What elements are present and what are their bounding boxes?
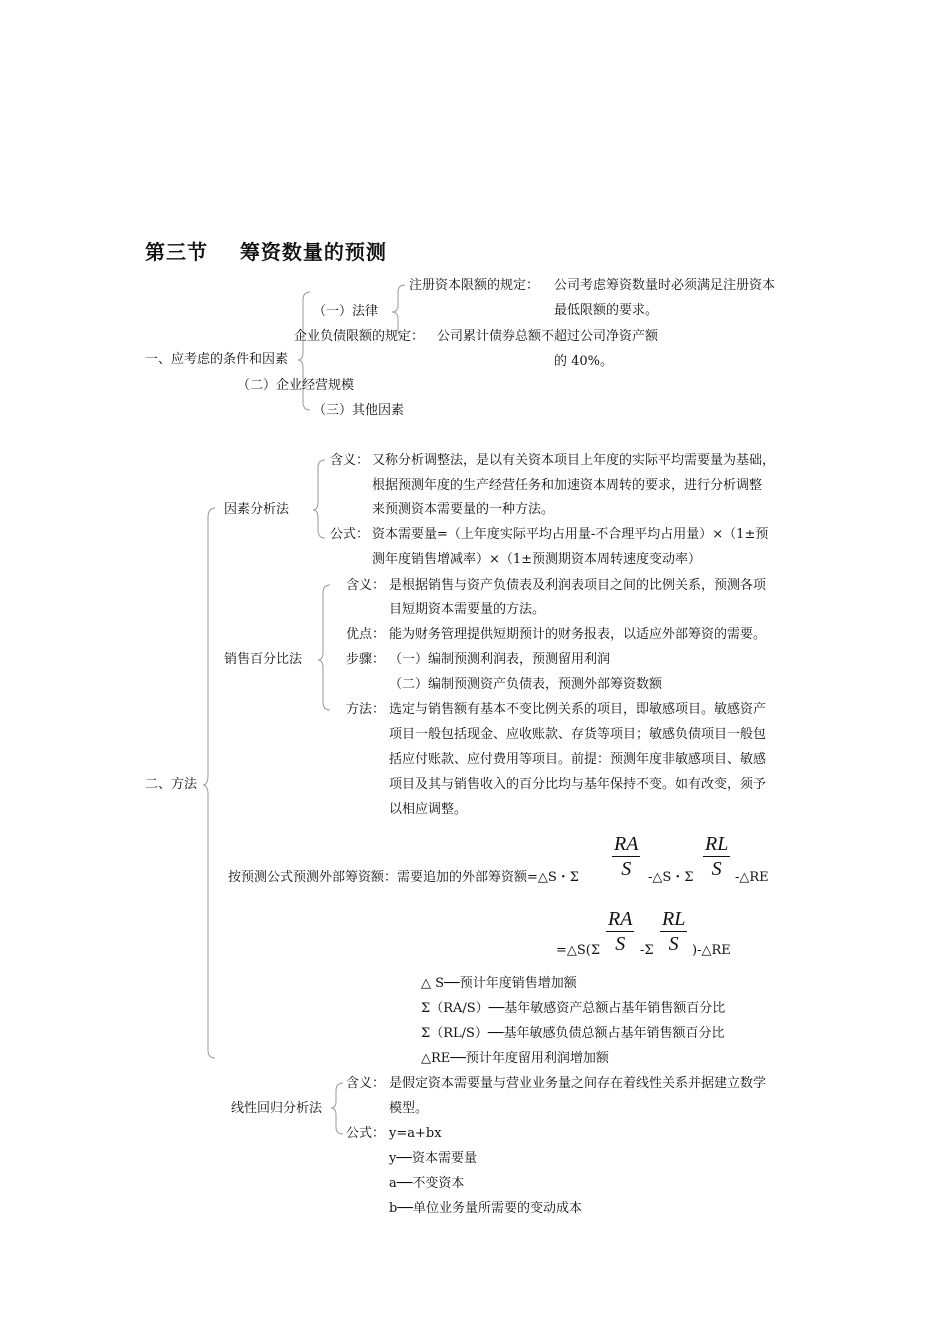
reg-capital-label: 注册资本限额的规定：: [409, 278, 540, 293]
other-heading: （三）其他因素: [313, 403, 405, 418]
sales-method-4: 项目及其与销售收入的百分比均与基年保持不变。如有改变，须予: [389, 777, 767, 792]
formula-line2-mid: -Σ: [640, 943, 654, 958]
regression-meaning-2: 模型。: [389, 1101, 429, 1116]
fraction-denominator: S: [621, 858, 632, 880]
scale-heading: （二）企业经营规模: [237, 378, 355, 393]
sales-method-5: 以相应调整。: [389, 802, 468, 817]
debt-limit-label: 企业负债限额的规定：: [294, 329, 425, 344]
formula-intro: 按预测公式预测外部筹资额：需要追加的外部筹资额=△S・Σ: [228, 870, 579, 885]
formula-def-2: Σ（RA/S）──基年敏感资产总额占基年销售额百分比: [421, 1001, 726, 1016]
section-2-label: 二、方法: [145, 777, 198, 792]
formula-mid-1: -△S・Σ: [648, 870, 694, 885]
sales-steps-label: 步骤：: [346, 652, 386, 667]
regression-a-def: a──不变资本: [389, 1176, 465, 1191]
formula-line2-end: )-△RE: [692, 943, 731, 958]
formula-def-4: △RE──预计年度留用利润增加额: [421, 1051, 609, 1066]
regression-meaning-label: 含义：: [346, 1076, 386, 1091]
sales-step-1: （一）编制预测利润表，预测留用利润: [389, 652, 611, 667]
debt-limit-text-1: 公司累计债券总额不超过公司净资产额: [437, 329, 659, 344]
regression-formula-label: 公式：: [346, 1126, 386, 1141]
formula-def-3: Σ（RL/S）──基年敏感负债总额占基年销售额百分比: [421, 1026, 725, 1041]
sales-method-1: 选定与销售额有基本不变比例关系的项目，即敏感项目。敏感资产: [389, 702, 767, 717]
fraction-numerator: RA: [608, 908, 633, 930]
regression-meaning-1: 是假定资本需要量与营业业务量之间存在着线性关系并据建立数学: [389, 1076, 767, 1091]
section-1-label: 一、应考虑的条件和因素: [145, 352, 289, 367]
factor-meaning-3: 来预测资本需要量的一种方法。: [372, 502, 555, 517]
regression-formula: y=a+bx: [389, 1126, 442, 1141]
reg-capital-text-1: 公司考虑筹资数量时必须满足注册资本: [554, 278, 776, 293]
sales-method-name: 销售百分比法: [224, 652, 303, 667]
factor-method-name: 因素分析法: [224, 502, 290, 517]
fraction-rl-over-s-2: [660, 907, 687, 956]
factor-formula-1: 资本需要量=（上年度实际平均占用量-不合理平均占用量）×（1±预: [372, 527, 769, 542]
factor-meaning-1: 又称分析调整法，是以有关资本项目上年度的实际平均需要量为基础，: [372, 453, 776, 468]
fraction-denominator: S: [711, 858, 722, 880]
sales-method-3: 括应付账款、应付费用等项目。前提：预测年度非敏感项目、敏感: [389, 752, 767, 767]
regression-b-def: b──单位业务量所需要的变动成本: [389, 1201, 582, 1216]
regression-y-def: y──资本需要量: [389, 1151, 477, 1166]
fraction-denominator: S: [615, 933, 626, 955]
law-heading: （一）法律: [313, 304, 379, 319]
factor-meaning-label: 含义：: [330, 453, 370, 468]
fraction-ra-over-s-1: [612, 832, 640, 881]
sales-meaning-label: 含义：: [346, 578, 386, 593]
fraction-denominator: S: [668, 933, 679, 955]
debt-limit-text-2: 的 40%。: [554, 354, 614, 369]
factor-meaning-2: 根据预测年度的生产经营任务和加速资本周转的要求，进行分析调整: [372, 478, 763, 493]
sales-method-label: 方法：: [346, 702, 386, 717]
sales-meaning-1: 是根据销售与资产负债表及利润表项目之间的比例关系，预测各项: [389, 578, 767, 593]
reg-capital-text-2: 最低限额的要求。: [554, 303, 659, 318]
sales-adv-label: 优点：: [346, 627, 386, 642]
formula-def-1: △ S──预计年度销售增加额: [421, 976, 577, 991]
sales-meaning-2: 目短期资本需要量的方法。: [389, 602, 546, 617]
formula-line2-start: =△S(Σ: [556, 943, 601, 958]
fraction-rl-over-s-1: [703, 832, 730, 881]
sales-adv-text: 能为财务管理提供短期预计的财务报表，以适应外部筹资的需要。: [389, 627, 767, 642]
regression-method-name: 线性回归分析法: [231, 1101, 323, 1116]
factor-formula-2: 测年度销售增减率）×（1±预测期资本周转速度变动率）: [372, 552, 702, 567]
factor-formula-label: 公式：: [330, 527, 370, 542]
formula-end-1: -△RE: [735, 870, 769, 885]
fraction-numerator: RL: [705, 833, 729, 855]
page-title: 第三节 筹资数量的预测: [145, 240, 387, 264]
fraction-numerator: RL: [662, 908, 686, 930]
fraction-ra-over-s-2: [606, 907, 634, 956]
sales-method-2: 项目一般包括现金、应收账款、存货等项目；敏感负债项目一般包: [389, 727, 767, 742]
sales-step-2: （二）编制预测资产负债表，预测外部筹资数额: [389, 677, 663, 692]
fraction-numerator: RA: [614, 833, 639, 855]
